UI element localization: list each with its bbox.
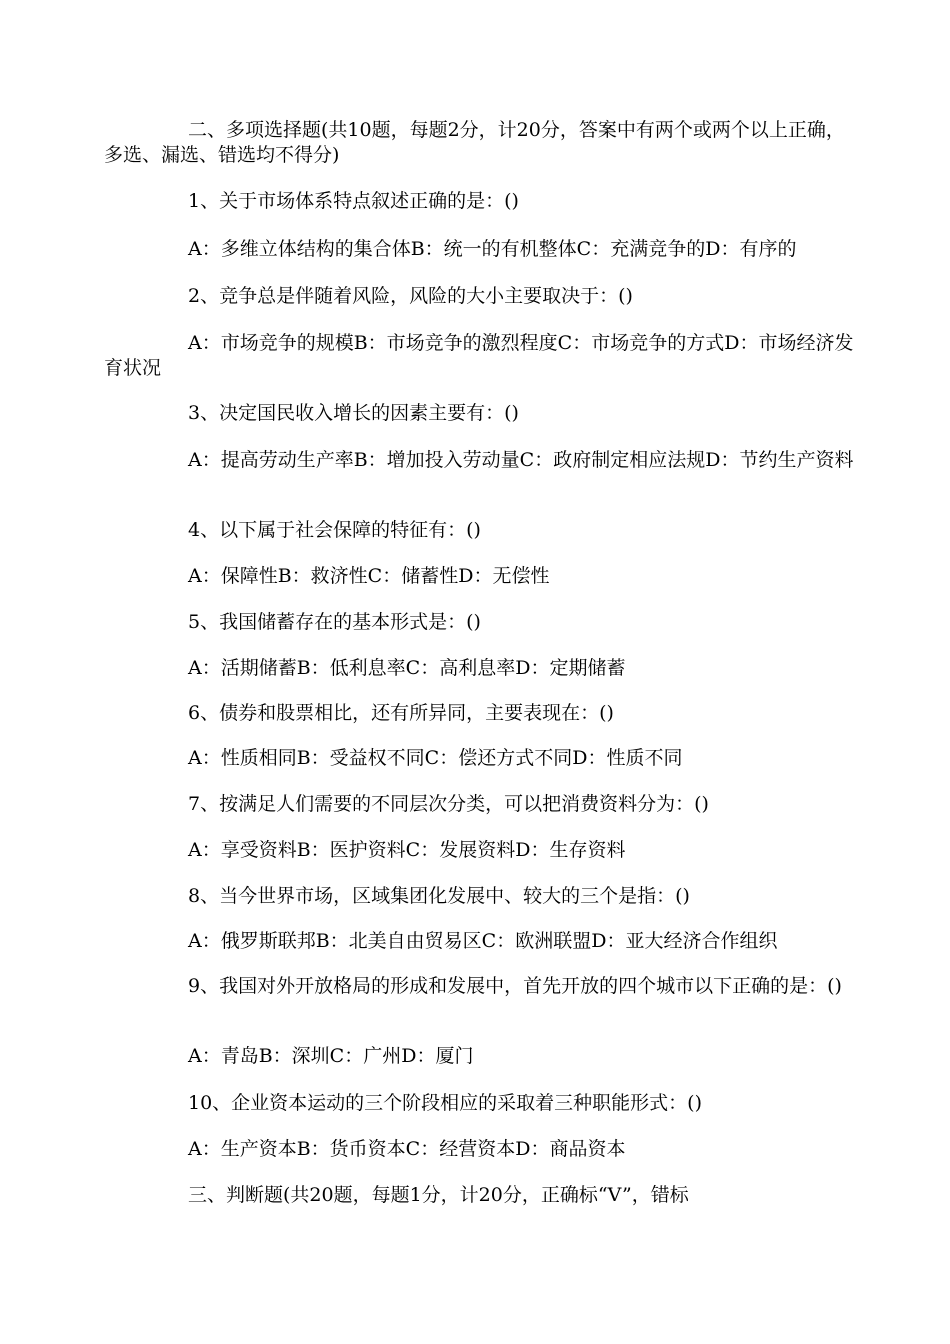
question-9: 9、我国对外开放格局的形成和发展中，首先开放的四个城市以下正确的是：() bbox=[188, 975, 842, 997]
question-8: 8、当今世界市场，区域集团化发展中、较大的三个是指：() bbox=[188, 885, 690, 907]
question-5-options: A：活期储蓄B：低利息率C：高利息率D：定期储蓄 bbox=[188, 657, 626, 679]
question-9-options: A：青岛B：深圳C：广州D：厦门 bbox=[188, 1045, 474, 1067]
question-4-options: A：保障性B：救济性C：储蓄性D：无偿性 bbox=[188, 565, 550, 587]
section-heading-multiple-choice: 二、多项选择题(共10题，每题2分，计20分，答案中有两个或两个以上正确，多选、漏选、错选均不得分) bbox=[104, 119, 845, 166]
question-1: 1、关于市场体系特点叙述正确的是：() bbox=[188, 190, 519, 212]
question-7: 7、按满足人们需要的不同层次分类，可以把消费资料分为：() bbox=[188, 793, 709, 815]
question-2: 2、竞争总是伴随着风险，风险的大小主要取决于：() bbox=[188, 285, 633, 307]
question-6: 6、债券和股票相比，还有所异同，主要表现在：() bbox=[188, 702, 614, 724]
question-3-options: A：提高劳动生产率B：增加投入劳动量C：政府制定相应法规D：节约生产资料 bbox=[188, 449, 854, 471]
question-1-options: A：多维立体结构的集合体B：统一的有机整体C：充满竞争的D：有序的 bbox=[188, 238, 797, 260]
question-4: 4、以下属于社会保障的特征有：() bbox=[188, 519, 481, 541]
question-10: 10、企业资本运动的三个阶段相应的采取着三种职能形式：() bbox=[188, 1092, 703, 1114]
question-7-options: A：享受资料B：医护资料C：发展资料D：生存资料 bbox=[188, 839, 626, 861]
question-8-options: A：俄罗斯联邦B：北美自由贸易区C：欧洲联盟D：亚大经济合作组织 bbox=[188, 930, 778, 952]
section-heading-true-false: 三、判断题(共20题，每题1分，计20分，正确标“V”，错标 bbox=[188, 1184, 689, 1206]
question-2-options: A：市场竞争的规模B：市场竞争的激烈程度C：市场竞争的方式D：市场经济发育状况 bbox=[104, 332, 854, 379]
question-5: 5、我国储蓄存在的基本形式是：() bbox=[188, 611, 481, 633]
question-3: 3、决定国民收入增长的因素主要有：() bbox=[188, 402, 519, 424]
question-10-options: A：生产资本B：货币资本C：经营资本D：商品资本 bbox=[188, 1138, 626, 1160]
question-6-options: A：性质相同B：受益权不同C：偿还方式不同D：性质不同 bbox=[188, 747, 683, 769]
